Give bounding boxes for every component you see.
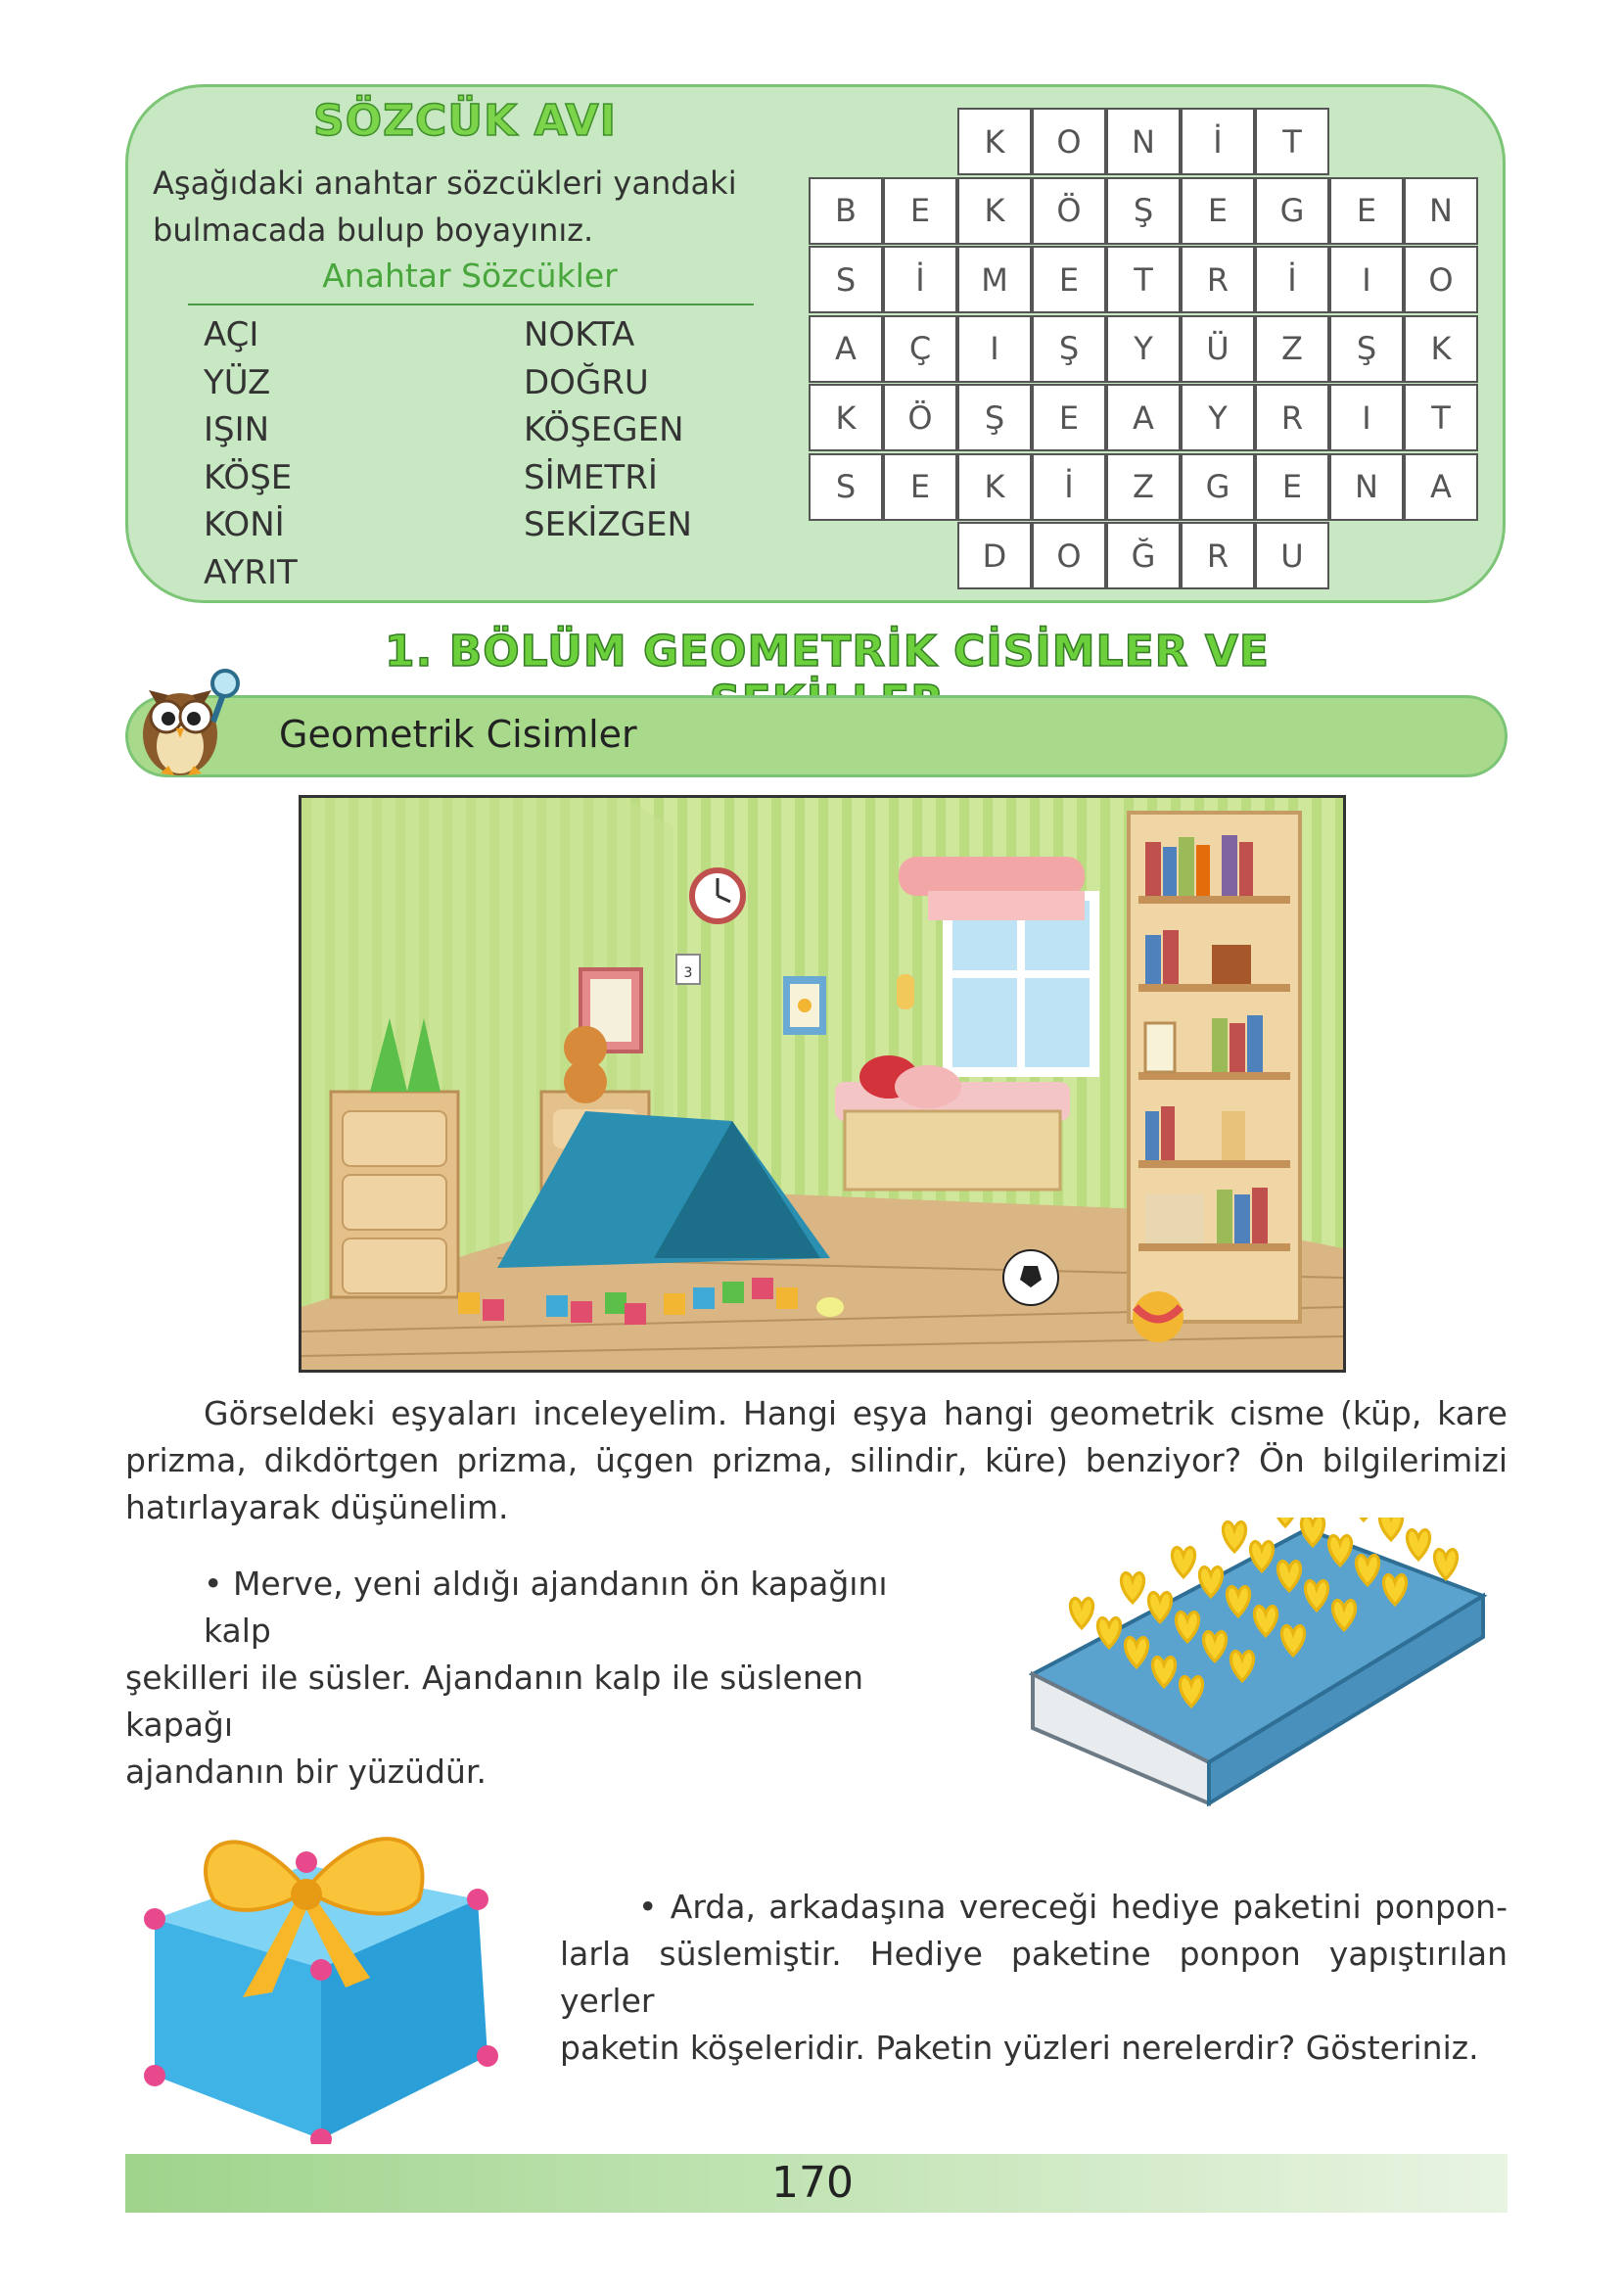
grid-cell[interactable]: E <box>1181 177 1255 245</box>
grid-cell[interactable]: K <box>957 177 1032 245</box>
grid-cell[interactable]: I <box>957 315 1032 383</box>
grid-cell[interactable]: B <box>809 177 883 245</box>
grid-cell[interactable]: İ <box>1255 246 1329 313</box>
heart-icon <box>1121 1573 1143 1603</box>
grid-cell[interactable]: K <box>957 453 1032 521</box>
arda-paragraph <box>560 1884 1508 2072</box>
calendar-number: 3 <box>683 965 693 981</box>
grid-cell[interactable]: S <box>809 246 883 313</box>
grid-cell[interactable]: N <box>1404 177 1478 245</box>
keyword: AÇI <box>204 315 259 354</box>
grid-cell[interactable]: U <box>1255 522 1329 589</box>
grid-cell[interactable]: G <box>1255 177 1329 245</box>
heart-icon <box>1172 1548 1194 1577</box>
grid-cell[interactable]: Z <box>1106 453 1181 521</box>
grid-cell[interactable]: Ş <box>1032 315 1106 383</box>
section-title: Geometrik Cisimler <box>279 713 637 756</box>
paragraph-line: larla süslemiştir. Hediye paketine ponpon yapıştırılan yerler <box>560 1935 1508 2020</box>
grid-cell[interactable]: İ <box>1181 108 1255 175</box>
grid-cell[interactable]: S <box>809 453 883 521</box>
grid-cell[interactable]: Ç <box>883 315 957 383</box>
keyword: DOĞRU <box>524 362 649 402</box>
grid-cell[interactable]: K <box>957 108 1032 175</box>
room-scene-svg <box>302 798 1343 1370</box>
grid-cell[interactable]: D <box>957 522 1032 589</box>
keyword: SEKİZGEN <box>524 505 692 544</box>
grid-cell[interactable]: Ş <box>957 384 1032 451</box>
paragraph-line: şekilleri ile süsler. Ajandanın kalp ile süslenen kapağı <box>125 1659 863 1744</box>
grid-cell[interactable]: A <box>1404 453 1478 521</box>
grid-cell[interactable]: T <box>1106 246 1181 313</box>
keywords-left-column <box>204 311 298 596</box>
intro-paragraph: Görseldeki eşyaları inceleyelim. Hangi eşya hangi geometrik cisme (küp, kare prizma, dikdörtgen prizma, üçgen prizma, silindir, küre) benziyor? Ön bilgilerimizi hatırlayarak düşünelim. <box>125 1394 1508 1526</box>
heart-icon <box>1070 1599 1092 1628</box>
grid-cell[interactable]: E <box>1032 384 1106 451</box>
agenda-book-illustration <box>1013 1518 1493 1811</box>
heart-icon <box>1352 1518 1374 1520</box>
heart-icon <box>1223 1522 1245 1552</box>
grid-cell[interactable]: E <box>883 453 957 521</box>
grid-cell[interactable]: Z <box>1255 315 1329 383</box>
grid-cell[interactable]: Ş <box>1106 177 1181 245</box>
grid-cell[interactable]: N <box>1329 453 1404 521</box>
grid-cell[interactable]: İ <box>1032 453 1106 521</box>
grid-cell[interactable]: E <box>883 177 957 245</box>
paragraph-line: • Merve, yeni aldığı ajandanın ön kapağını kalp <box>204 1565 888 1650</box>
grid-cell[interactable]: T <box>1404 384 1478 451</box>
grid-cell[interactable]: E <box>1032 246 1106 313</box>
keyword: KÖŞEGEN <box>524 410 684 449</box>
keyword: NOKTA <box>524 315 635 354</box>
paragraph-line: • Arda, arkadaşına vereceği hediye paketini ponpon- <box>638 1888 1508 1926</box>
keyword: IŞIN <box>204 410 270 449</box>
keyword: AYRIT <box>204 552 298 592</box>
keyword: KÖŞE <box>204 457 293 497</box>
grid-cell[interactable]: I <box>1329 246 1404 313</box>
grid-cell[interactable]: Ü <box>1181 315 1255 383</box>
grid-cell[interactable]: O <box>1032 522 1106 589</box>
heart-icon <box>1434 1550 1457 1579</box>
grid-cell[interactable]: R <box>1181 522 1255 589</box>
grid-cell[interactable]: A <box>1106 384 1181 451</box>
heart-icon <box>1379 1518 1402 1540</box>
word-search-title: SÖZCÜK AVI <box>313 96 617 146</box>
grid-cell[interactable]: İ <box>883 246 957 313</box>
keywords-divider <box>188 304 754 305</box>
grid-cell[interactable]: E <box>1255 453 1329 521</box>
grid-cell[interactable]: R <box>1181 246 1255 313</box>
heart-icon <box>1407 1530 1429 1560</box>
grid-cell[interactable]: Ö <box>1032 177 1106 245</box>
grid-cell[interactable]: M <box>957 246 1032 313</box>
paragraph-line: paketin köşeleridir. Paketin yüzleri nerelerdir? Gösteriniz. <box>560 2029 1479 2067</box>
grid-cell[interactable]: Y <box>1181 384 1255 451</box>
grid-cell[interactable]: G <box>1181 453 1255 521</box>
keyword: YÜZ <box>204 362 271 402</box>
grid-cell[interactable]: A <box>809 315 883 383</box>
grid-cell[interactable]: Ö <box>883 384 957 451</box>
grid-cell[interactable]: N <box>1106 108 1181 175</box>
grid-cell[interactable]: Y <box>1106 315 1181 383</box>
room-illustration <box>299 795 1346 1373</box>
grid-cell[interactable]: I <box>1329 384 1404 451</box>
paragraph-line: ajandanın bir yüzüdür. <box>125 1753 487 1791</box>
grid-cell[interactable]: E <box>1329 177 1404 245</box>
grid-cell[interactable]: T <box>1255 108 1329 175</box>
word-search-instruction <box>153 160 760 254</box>
chapter-title: 1. BÖLÜM GEOMETRİK CİSİMLER VE <box>385 627 1270 677</box>
keyword: SİMETRİ <box>524 457 658 497</box>
grid-cell[interactable]: Ş <box>1329 315 1404 383</box>
grid-cell[interactable]: Ğ <box>1106 522 1181 589</box>
instruction-line: Aşağıdaki anahtar sözcükleri yandaki <box>153 164 737 202</box>
owl-mascot-icon <box>119 656 247 783</box>
grid-cell[interactable]: K <box>809 384 883 451</box>
keywords-right-column <box>524 311 692 549</box>
keywords-heading: Anahtar Sözcükler <box>322 257 618 295</box>
keyword: KONİ <box>204 505 285 544</box>
grid-cell[interactable]: O <box>1404 246 1478 313</box>
grid-cell[interactable]: K <box>1404 315 1478 383</box>
grid-cell[interactable]: R <box>1255 384 1329 451</box>
page-number: 170 <box>771 2158 854 2208</box>
grid-cell[interactable]: O <box>1032 108 1106 175</box>
gift-box-illustration <box>125 1753 536 2144</box>
instruction-line: bulmacada bulup boyayınız. <box>153 211 594 249</box>
heart-icon <box>1274 1518 1296 1526</box>
